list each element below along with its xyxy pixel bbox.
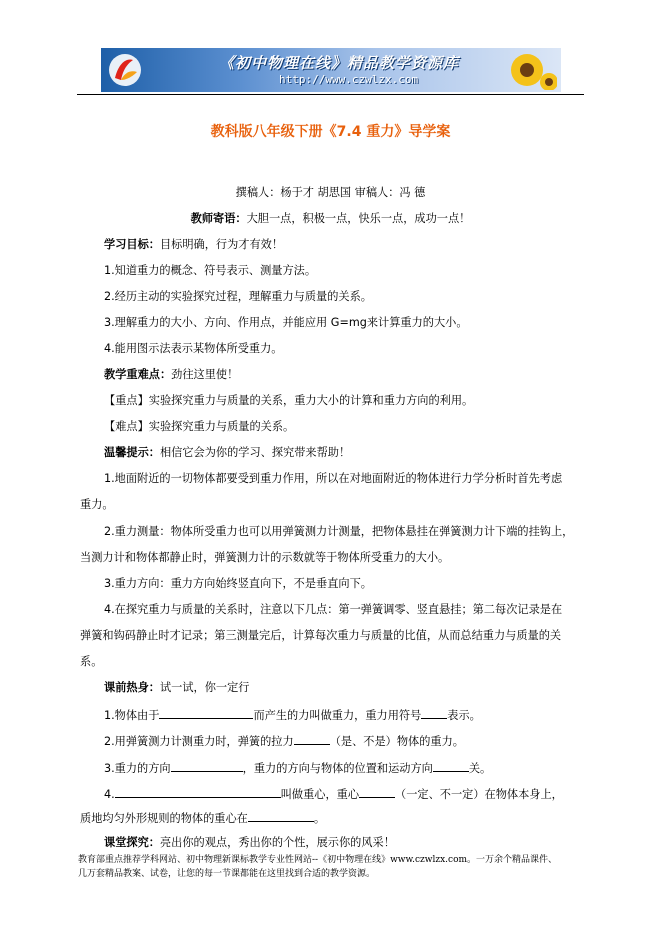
motto-text: 大胆一点，积极一点，快乐一点，成功一点！ [246, 212, 471, 225]
q3-blank-1[interactable] [171, 760, 243, 772]
site-banner [101, 48, 561, 92]
objective-item: 4.能用图示法表示某物体所受重力。 [104, 342, 283, 355]
q3-text-b: ，重力的方向与物体的位置和运动方向 [242, 762, 433, 775]
q4-blank-2[interactable] [359, 786, 395, 798]
document-title: 教科版八年级下册《7.4 重力》导学案 [210, 124, 451, 140]
warmup-question-2 [104, 733, 464, 749]
q4-text-b: 叫做重心，重心 [280, 788, 360, 801]
warmup-question-4-cont [80, 810, 325, 826]
authors-line: 撰稿人：杨于才 胡思国 审稿人：冯 德 [235, 186, 426, 199]
q2-text-a: 2.用弹簧测力计测重力时，弹簧的拉力 [104, 735, 294, 748]
q1-text-c: 表示。 [447, 709, 481, 722]
keypoints-label: 教学重难点： [104, 368, 172, 381]
q3-text-a: 3.重力的方向 [104, 762, 171, 775]
objectives-label: 学习目标： [104, 238, 160, 251]
objective-item: 2.经历主动的实验探究过程，理解重力与质量的关系。 [104, 290, 372, 303]
warmup-label: 课前热身： [104, 681, 160, 694]
q1-blank-2[interactable] [421, 707, 447, 719]
q1-text-b: 而产生的力叫做重力，重力用符号 [253, 709, 422, 722]
objectives-intro: 目标明确，行为才有效！ [159, 238, 284, 251]
tips-label: 温馨提示： [104, 446, 160, 459]
sunflower-icon [497, 50, 557, 90]
warmup-question-4 [104, 786, 563, 802]
footer-line-2: 几万套精品教案、试卷，让您的每一节课都能在这里找到合适的教学资源。 [78, 869, 376, 879]
tip-line: 重力。 [80, 498, 114, 511]
teacher-motto [0, 212, 661, 226]
footer-line-1: 教育部重点推荐学科网站、初中物理新课标教学专业性网站--《初中物理在线》www.czwlzx.com。一万余个精品课件、 [78, 855, 558, 865]
banner-url[interactable]: http://www.czwlzx.com [279, 73, 419, 86]
tip-line: 3.重力方向：重力方向始终竖直向下，不是垂直向下。 [104, 577, 372, 590]
q4-text-e: 。 [313, 812, 326, 825]
tip-line: 当测力计和物体都静止时，弹簧测力计的示数就等于物体所受重力的大小。 [80, 551, 450, 564]
header-rule [77, 94, 584, 95]
tip-line: 1.地面附近的一切物体都要受到重力作用，所以在对地面附近的物体进行力学分析时首先考虑 [104, 472, 563, 485]
tip-line: 2.重力测量：物体所受重力也可以用弹簧测力计测量，把物体悬挂在弹簧测力计下端的挂钩上， [104, 525, 574, 538]
tip-line: 系。 [80, 655, 103, 668]
explore-label: 课堂探究： [104, 836, 160, 849]
q4-blank-3[interactable] [248, 810, 314, 822]
tips-heading [104, 446, 350, 460]
q4-text-d: 质地均匀外形规则的物体的重心在 [80, 812, 248, 825]
keypoints-heading [104, 368, 238, 382]
q2-text-b: （是、不是）物体的重力。 [329, 735, 464, 748]
keypoints-intro: 劲往这里使！ [171, 368, 239, 381]
tip-line: 4.在探究重力与质量的关系时，注意以下几点：第一弹簧调零、竖直悬挂；第二每次记录是在 [104, 603, 563, 616]
q4-blank-1[interactable] [115, 786, 281, 798]
motto-label: 教师寄语： [190, 212, 247, 225]
warmup-heading [104, 681, 249, 695]
warmup-intro: 试一试，你一定行 [159, 681, 250, 694]
q1-text-a: 1.物体由于 [104, 709, 160, 722]
q4-text-c: （一定、不一定）在物体本身上， [395, 788, 563, 801]
warmup-question-3 [104, 760, 491, 776]
objectives-heading [104, 238, 283, 252]
banner-title: 《初中物理在线》精品教学资源库 [219, 54, 460, 72]
q4-text-a: 4. [104, 788, 115, 801]
q3-text-c: 关。 [468, 762, 492, 775]
explore-heading [104, 836, 395, 850]
explore-text: 亮出你的观点，秀出你的个性，展示你的风采！ [159, 836, 395, 849]
difficult-point: 【难点】实验探究重力与质量的关系。 [104, 420, 295, 433]
tips-intro: 相信它会为你的学习、探究带来帮助！ [159, 446, 351, 459]
objective-item: 1.知道重力的概念、符号表示、测量方法。 [104, 264, 317, 277]
tip-line: 弹簧和钩码静止时才记录；第三测量完后，计算每次重力与质量的比值，从而总结重力与质量的关 [80, 629, 562, 642]
warmup-question-1 [104, 707, 481, 723]
q3-blank-2[interactable] [433, 760, 469, 772]
q2-blank-1[interactable] [294, 733, 330, 745]
site-logo-icon [107, 52, 143, 88]
objective-item: 3.理解重力的大小、方向、作用点，并能应用 G=mg来计算重力的大小。 [104, 316, 468, 329]
key-point: 【重点】实验探究重力与质量的关系，重力大小的计算和重力方向的利用。 [104, 394, 474, 407]
q1-blank-1[interactable] [159, 707, 253, 719]
